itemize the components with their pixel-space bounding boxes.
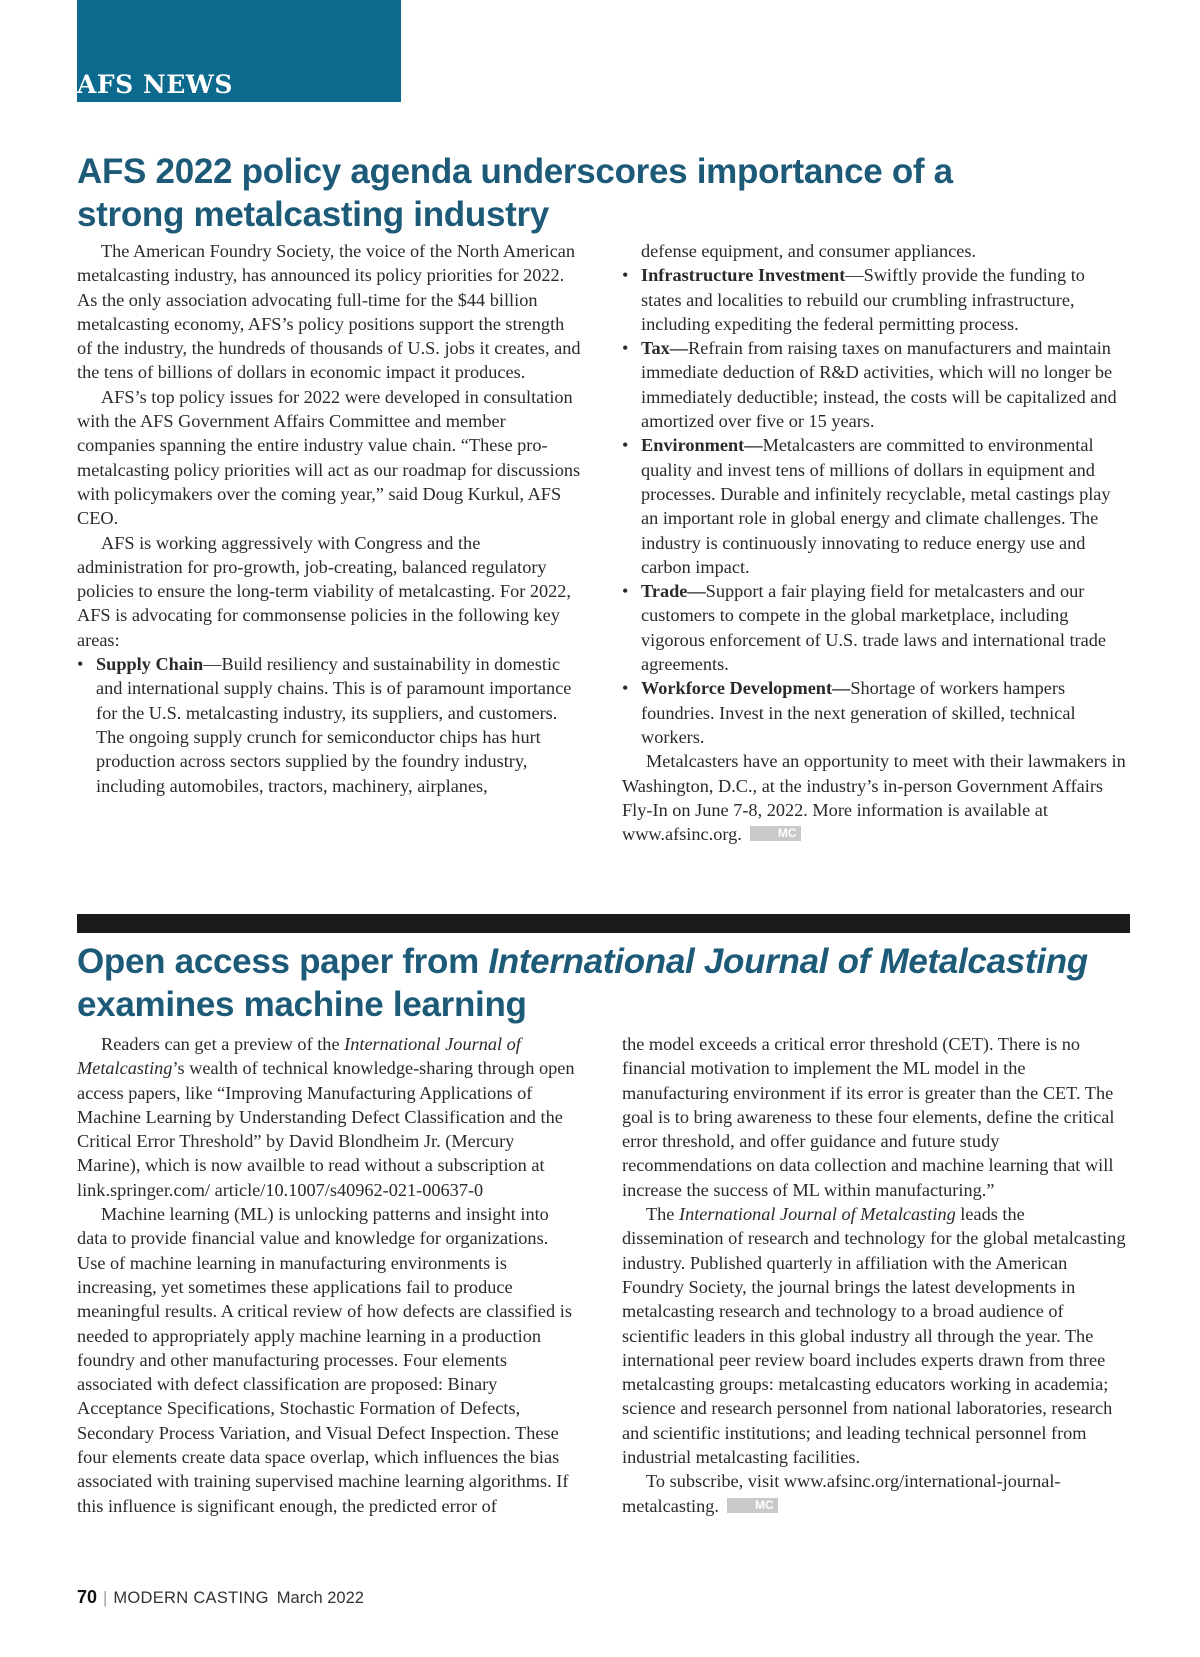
article1-paragraph-1: The American Foundry Society, the voice of the North American metalcasting industry, has announced its policy priorities for 2022. As the only association advocating full-time for the $44 billion metalcasting economy, AFS’s policy positions support the strength of the industry, the hundreds of thousands of U.S. jobs it creates, and the tens of billions of dollars in economic impact it produces. [77, 241, 581, 383]
page-footer [77, 1587, 364, 1608]
text-run: Readers can get a preview of the [101, 1034, 345, 1054]
mc-end-badge: MC [750, 826, 801, 841]
text-run: The [646, 1204, 679, 1225]
bullet-text: —Build resiliency and sustainability in domestic and international supply chains. This is of paramount importance for the U.S. metalcasting industry, its suppliers, and customers. The ongoing supply crunch for semiconductor chips has hurt production across sectors supplied by the foundry industry, including automobiles, tractors, machinery, airplanes, [96, 654, 572, 796]
bullet-trade [622, 579, 1130, 676]
bullet-text: Refrain from raising taxes on manufacturers and maintain immediate deduction of R&D activities, which will no longer be immediately deductible; instead, the costs will be capitalized and amortized over five or 15 years. [641, 338, 1117, 432]
bullet-workforce [622, 676, 1130, 749]
bullet-infrastructure [622, 263, 1130, 336]
article1-bullet-list-b [622, 263, 1130, 749]
bullet-term: Tax— [641, 338, 689, 359]
bullet-text: —Swiftly provide the funding to states and localities to rebuild our crumbling infrastructure, including expediting the federal permitting process. [641, 265, 1085, 334]
text-run: leads the dissemination of research and technology for the global metalcasting industry. Published quarterly in affiliation with the American Foundry Society, the journal brings the latest developments in metalcasting research and technology to a broad audience of scientific leaders in this global industry all through the year. The international peer review board includes experts drawn from three metalcasting groups: metalcasting educators working in academia; science and research personnel from national laboratories, research and scientific institutions; and leading technical personnel from industrial metalcasting facilities. [622, 1204, 1126, 1468]
article2-paragraph-2-continued: the model exceeds a critical error threshold (CET). There is no financial motivation to implement the ML model in the manufacturing environment if its error is greater than the CET. The goal is to bring awareness to these four elements, define the critical error threshold, and offer guidance and future study recommendations on data collection and machine learning that will increase the success of ML within manufacturing.” [622, 1034, 1115, 1200]
section-tab [77, 0, 401, 102]
bullet-term: Environment— [641, 435, 763, 456]
issue-date: March 2022 [276, 1589, 364, 1607]
article1-headline-line2: strong metalcasting industry [77, 195, 549, 234]
bullet-text: Metalcasters are committed to environmental quality and invest tens of millions of dollars in equipment and processes. Durable and infinitely recyclable, metal castings play an important role in global energy and climate challenges. The industry is continuously innovating to reduce energy use and carbon impact. [641, 435, 1111, 577]
bullet-term: Trade— [641, 581, 706, 602]
text-run: ’s wealth of technical knowledge-sharing through open access papers, like “Improving Manufacturing Applications of Machine Learning by Understanding Defect Classification and the Critical Error Threshold” by David Blondheim Jr. (Mercury Marine), which is now availble to read without a subscription at link.springer.com/ article/10.1007/s40962-021-00637-0 [77, 1058, 575, 1200]
article2-paragraph-3 [622, 1202, 1130, 1469]
article1-right-column [622, 239, 1130, 846]
bullet-term: Infrastructure Investment [641, 265, 846, 286]
article1-headline [77, 150, 1137, 236]
article1-left-column [77, 239, 581, 798]
article1-closing-text: Metalcasters have an opportunity to meet with their lawmakers in Washington, D.C., at the industry’s in-person Government Affairs Fly-In on June 7-8, 2022. More information is available at www.afsinc.org. [622, 751, 1126, 845]
article1-paragraph-3: AFS is working aggressively with Congress and the administration for pro-growth, job-creating, balanced regulatory policies to ensure the long-term viability of metalcasting. For 2022, AFS is advocating for commonsense policies in the following key areas: [77, 532, 571, 650]
bullet-supply-chain-continued: defense equipment, and consumer appliances. [641, 241, 977, 261]
journal-title: International Journal of Metalcasting [77, 1034, 521, 1079]
article2-paragraph-2: Machine learning (ML) is unlocking patterns and insight into data to provide financial value and knowledge for organizations. Use of machine learning in manufacturing environments is increasing, yet sometimes these applications fail to produce meaningful results. A critical review of how defects are classified is needed to appropriately apply machine learning in a production foundry and other manufacturing processes. Four elements associated with defect classification are proposed: Binary Acceptance Specifications, Stochastic Formation of Defects, Secondary Process Variation, and Visual Defect Inspection. These four elements create data space overlap, which influences the bias associated with training supervised machine learning algorithms. If this influence is significant enough, the predicted error of [77, 1204, 572, 1516]
article2-paragraph-4 [622, 1469, 1130, 1518]
article2-headline-line2: examines machine learning [77, 985, 527, 1024]
footer-separator: | [103, 1589, 108, 1607]
bullet-environment [622, 433, 1130, 579]
mc-end-badge: MC [727, 1498, 778, 1513]
article1-paragraph-2: AFS’s top policy issues for 2022 were developed in consultation with the AFS Government Affairs Committee and member companies spanning the entire industry value chain. “These pro-metalcasting policy priorities will act as our roadmap for discussions with policymakers over the coming year,” said Doug Kurkul, AFS CEO. [77, 386, 581, 529]
article1-headline-line1: AFS 2022 policy agenda underscores importance of a [77, 152, 953, 191]
publication-name: MODERN CASTING [113, 1589, 269, 1607]
page-number: 70 [77, 1587, 98, 1607]
article2-paragraph-1 [77, 1032, 581, 1202]
bullet-text: Shortage of workers hampers foundries. Invest in the next generation of skilled, technical workers. [641, 678, 1076, 747]
article2-right-column [622, 1032, 1130, 1518]
article1-bullet-list-a [77, 652, 581, 798]
bullet-tax [622, 336, 1130, 433]
article2-headline [77, 940, 1137, 1026]
bullet-term: Supply Chain [96, 654, 204, 675]
section-divider [77, 914, 1130, 933]
bullet-term: Workforce Development— [641, 678, 851, 699]
article2-subscribe-text: To subscribe, visit www.afsinc.org/international-journal-metalcasting. [622, 1471, 1061, 1516]
article2-headline-line1a: Open access paper from [77, 942, 489, 981]
bullet-supply-chain [77, 652, 581, 798]
article2-headline-journal: International Journal of Metalcasting [488, 942, 1088, 981]
journal-title: International Journal of Metalcasting [679, 1204, 956, 1225]
article1-closing [622, 749, 1130, 846]
bullet-text: Support a fair playing field for metalcasters and our customers to compete in the global marketplace, including vigorous enforcement of U.S. trade laws and international trade agreements. [641, 581, 1107, 675]
section-tab-label: AFS NEWS [77, 70, 233, 99]
article2-left-column [77, 1032, 581, 1518]
